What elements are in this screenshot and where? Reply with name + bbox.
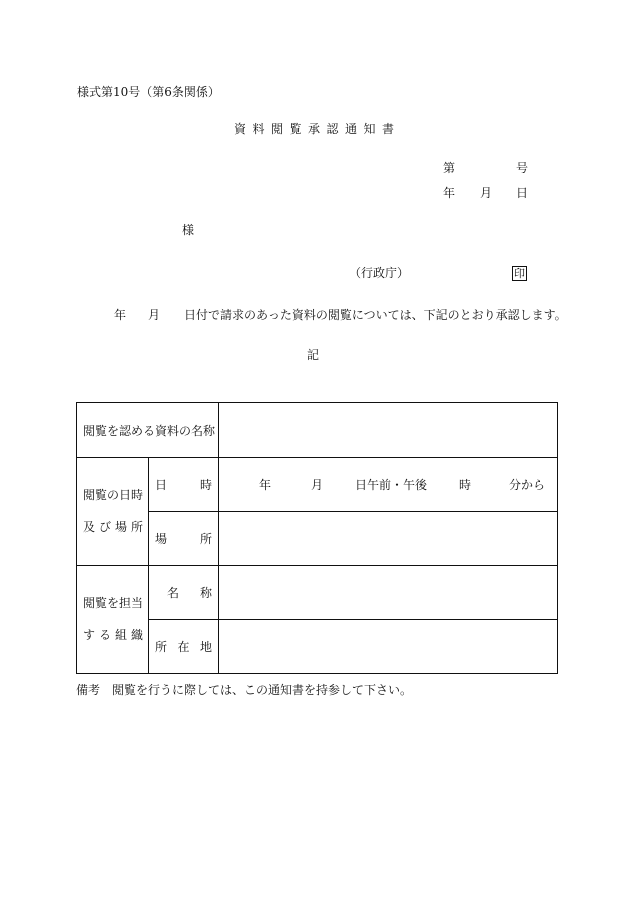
issue-date-month: 月 xyxy=(480,186,493,200)
details-table xyxy=(76,402,558,674)
table-row xyxy=(77,620,558,674)
datetime-place-group-label xyxy=(77,458,149,566)
place-field[interactable] xyxy=(219,512,558,566)
org-location-label-char: 在 xyxy=(177,640,190,654)
org-name-label-char: 名 xyxy=(167,586,180,600)
datetime-label xyxy=(149,458,219,512)
datetime-label-char: 日 xyxy=(155,478,168,492)
datetime-month: 月 xyxy=(311,478,324,492)
body-year: 年 xyxy=(114,308,127,322)
datetime-hour: 時 xyxy=(459,478,472,492)
material-name-label: 閲覧を認める資料の名称 xyxy=(77,403,219,458)
datetime-place-label-line1: 閲覧の日時 xyxy=(83,488,144,503)
body-text: 日付で請求のあった資料の閲覧については、下記のとおり承認します。 xyxy=(184,308,567,322)
org-location-label-char: 所 xyxy=(155,640,168,654)
issue-date-year: 年 xyxy=(443,186,456,200)
place-label-char: 所 xyxy=(200,532,213,546)
issue-date-day: 日 xyxy=(516,186,529,200)
datetime-label-char: 時 xyxy=(200,478,213,492)
org-location-field[interactable] xyxy=(219,620,558,674)
place-label xyxy=(149,512,219,566)
material-name-field[interactable] xyxy=(219,403,558,458)
table-row xyxy=(77,458,558,512)
datetime-place-label-line2: 及び場所 xyxy=(83,519,148,534)
org-group-label xyxy=(77,566,149,674)
org-name-field[interactable] xyxy=(219,566,558,620)
table-row xyxy=(77,403,558,458)
table-row xyxy=(77,566,558,620)
org-name-label xyxy=(149,566,219,620)
org-location-label-char: 地 xyxy=(200,640,213,654)
issuer-agency: （行政庁） xyxy=(349,266,410,280)
recipient-honorific: 様 xyxy=(182,223,195,237)
remarks-note: 備考 閲覧を行うに際しては、この通知書を持参して下さい。 xyxy=(76,683,413,697)
body-month: 月 xyxy=(148,308,161,322)
section-mark: 記 xyxy=(307,348,320,362)
issue-number-suffix: 号 xyxy=(516,161,529,175)
document-title: 資料閲覧承認通知書 xyxy=(234,122,401,136)
datetime-field[interactable] xyxy=(219,458,558,512)
org-label-line2: する組織 xyxy=(83,627,148,642)
org-location-label xyxy=(149,620,219,674)
table-row xyxy=(77,512,558,566)
datetime-day-ampm: 日午前・午後 xyxy=(355,478,428,492)
place-label-char: 場 xyxy=(155,532,168,546)
issue-number-prefix: 第 xyxy=(443,161,456,175)
datetime-minute: 分から xyxy=(509,478,546,492)
form-number: 様式第10号（第6条関係） xyxy=(77,85,220,99)
org-label-line1: 閲覧を担当 xyxy=(83,596,144,611)
org-name-label-char: 称 xyxy=(200,586,213,600)
datetime-year: 年 xyxy=(259,478,272,492)
seal-mark: 印 xyxy=(514,267,525,280)
